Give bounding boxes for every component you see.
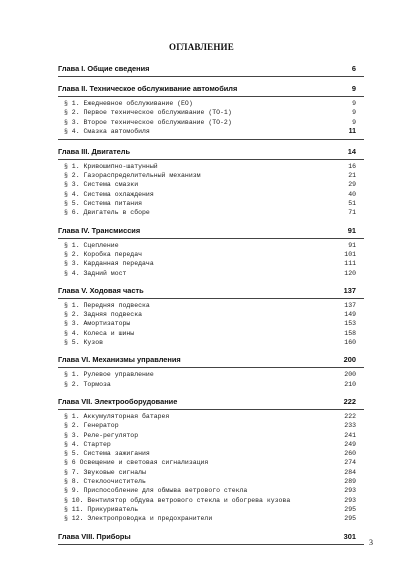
section-page-number: 9 (352, 109, 356, 117)
section-page-number: 11 (348, 127, 356, 135)
section-title: § 4. Стартер (64, 440, 111, 448)
toc-section-row (58, 487, 364, 496)
section-page-number: 160 (344, 339, 356, 347)
chapter-title: Глава VII. Электрооборудование (58, 396, 178, 406)
section-title: § 10. Вентилятор обдува ветрового стекла и обогрева кузова (64, 496, 291, 504)
section-title: § 8. Стеклоочиститель (64, 478, 146, 486)
toc-section-row (58, 381, 364, 390)
section-title: § 1. Рулевое управление (64, 371, 154, 379)
toc-section-row (58, 469, 364, 478)
section-title: § 1. Ежедневное обслуживание (ЕО) (64, 100, 193, 107)
toc-chapter (58, 84, 364, 140)
toc-section-row (58, 172, 364, 181)
chapter-heading (58, 147, 364, 160)
chapter-heading (58, 84, 364, 97)
chapter-title: Глава V. Ходовая часть (58, 285, 144, 295)
chapter-heading (58, 355, 364, 368)
section-title: § 9. Приспособление для обмыва ветрового стекла (64, 487, 248, 495)
chapter-title: Глава VIII. Приборы (58, 531, 131, 541)
section-page-number: 284 (344, 468, 356, 476)
toc-section-row (58, 163, 364, 172)
toc-section-row (58, 311, 364, 320)
toc-section-row (58, 339, 364, 348)
chapter-heading (58, 532, 364, 545)
section-title: § 2. Тормоза (64, 380, 111, 388)
section-page-number: 293 (344, 496, 356, 504)
section-title: § 5. Кузов (64, 339, 104, 347)
toc-section-row (58, 515, 364, 524)
toc-section-row (58, 302, 364, 311)
chapter-heading (58, 64, 364, 77)
toc-section-row (58, 441, 364, 450)
toc-section-row (58, 209, 364, 218)
section-page-number: 71 (348, 209, 356, 217)
section-page-number: 21 (348, 172, 356, 180)
toc-section-row (58, 432, 364, 441)
toc-section-row (58, 413, 364, 422)
section-page-number: 101 (344, 250, 356, 258)
section-page-number: 9 (352, 100, 356, 107)
chapter-page-number: 6 (351, 64, 356, 73)
toc-section-row (58, 181, 364, 190)
section-page-number: 274 (344, 459, 356, 467)
chapter-title: Глава II. Техническое обслуживание автомобиля (58, 84, 238, 93)
toc-section-row (58, 109, 364, 118)
chapter-page-number: 14 (347, 146, 356, 156)
section-page-number: 111 (344, 260, 356, 268)
section-title: § 1. Аккумуляторная батарея (64, 412, 170, 420)
section-title: § 2. Генератор (64, 422, 119, 430)
section-title: § 7. Звуковые сигналы (64, 468, 146, 476)
chapter-heading (58, 397, 364, 410)
toc-section-row (58, 100, 364, 109)
section-page-number: 249 (344, 440, 356, 448)
chapter-title: Глава III. Двигатель (58, 146, 131, 156)
page-number: 3 (369, 538, 373, 547)
toc-section-row (58, 497, 364, 506)
section-title: § 1. Сцепление (64, 241, 119, 249)
toc-section-row (58, 320, 364, 329)
chapter-page-number: 301 (343, 531, 356, 541)
section-title: § 6. Двигатель в сборе (64, 209, 150, 217)
toc-chapter (58, 397, 364, 525)
section-title: § 2. Первое техническое обслуживание (ТО-1) (64, 109, 232, 117)
section-title: § 5. Система зажигания (64, 450, 150, 458)
section-page-number: 293 (344, 487, 356, 495)
toc-section-row (58, 128, 364, 140)
chapter-title: Глава IV. Трансмиссия (58, 225, 141, 235)
toc-section-row (58, 371, 364, 380)
toc-section-row (58, 330, 364, 339)
section-page-number: 241 (344, 431, 356, 439)
toc-chapter (58, 64, 364, 77)
section-page-number: 158 (344, 329, 356, 337)
section-title: § 3. Второе техническое обслуживание (ТО-2) (64, 118, 232, 126)
section-page-number: 51 (348, 200, 356, 208)
section-title: § 11. Прикуриватель (64, 505, 139, 513)
section-page-number: 16 (348, 162, 356, 170)
section-page-number: 222 (344, 412, 356, 420)
toc-section-row (58, 270, 364, 279)
chapter-title: Глава I. Общие сведения (58, 64, 150, 73)
section-page-number: 9 (352, 118, 356, 126)
section-title: § 2. Задняя подвеска (64, 311, 143, 319)
section-page-number: 210 (344, 380, 356, 388)
section-page-number: 295 (344, 505, 356, 513)
section-title: § 5. Система питания (64, 200, 143, 208)
toc-section-row (58, 450, 364, 459)
toc-section-row (58, 191, 364, 200)
section-page-number: 233 (344, 422, 356, 430)
section-page-number: 260 (344, 450, 356, 458)
section-title: § 3. Система смазки (64, 181, 139, 189)
chapter-heading (58, 226, 364, 239)
section-page-number: 289 (344, 478, 356, 486)
toc-section-row (58, 251, 364, 260)
section-title: § 2. Газораспределительный механизм (64, 172, 201, 180)
section-page-number: 91 (348, 241, 356, 249)
toc-section-row (58, 119, 364, 128)
section-page-number: 295 (344, 515, 356, 523)
toc-section-row (58, 478, 364, 487)
toc-section-row (58, 242, 364, 251)
toc-chapter (58, 286, 364, 348)
section-title: § 1. Передняя подвеска (64, 301, 150, 309)
chapter-page-number: 222 (343, 396, 356, 406)
chapter-heading (58, 286, 364, 299)
section-title: § 1. Кривошипно-шатунный (64, 162, 158, 170)
section-page-number: 200 (344, 371, 356, 379)
section-title: § 4. Система охлаждения (64, 190, 154, 198)
toc-chapter (58, 147, 364, 219)
section-page-number: 29 (348, 181, 356, 189)
section-page-number: 153 (344, 320, 356, 328)
toc-section-row (58, 200, 364, 209)
chapter-page-number: 91 (347, 225, 356, 235)
toc-chapter (58, 226, 364, 279)
section-title: § 4. Задний мост (64, 269, 127, 277)
section-title: § 3. Амортизаторы (64, 320, 131, 328)
section-title: § 12. Электропроводка и предохранители (64, 515, 213, 523)
section-page-number: 137 (344, 301, 356, 309)
toc-section-row (58, 506, 364, 515)
section-title: § 2. Коробка передач (64, 250, 143, 258)
section-page-number: 40 (348, 190, 356, 198)
chapter-page-number: 9 (351, 84, 356, 93)
chapter-page-number: 200 (343, 355, 356, 365)
section-title: § 3. Реле-регулятор (64, 431, 139, 439)
toc-section-row (58, 422, 364, 431)
section-title: § 3. Карданная передача (64, 260, 154, 268)
chapter-page-number: 137 (343, 285, 356, 295)
toc-chapter (58, 532, 364, 545)
toc-section-row (58, 260, 364, 269)
section-page-number: 120 (344, 269, 356, 277)
table-of-contents (58, 64, 364, 552)
chapter-title: Глава VI. Механизмы управления (58, 355, 181, 365)
page-title: ОГЛАВЛЕНИЕ (169, 42, 234, 52)
section-title: § 6 Освещение и световая сигнализация (64, 459, 209, 467)
toc-section-row (58, 459, 364, 468)
section-page-number: 149 (344, 311, 356, 319)
toc-chapter (58, 355, 364, 390)
section-title: § 4. Смазка автомобиля (64, 127, 150, 135)
section-title: § 4. Колеса и шины (64, 329, 135, 337)
